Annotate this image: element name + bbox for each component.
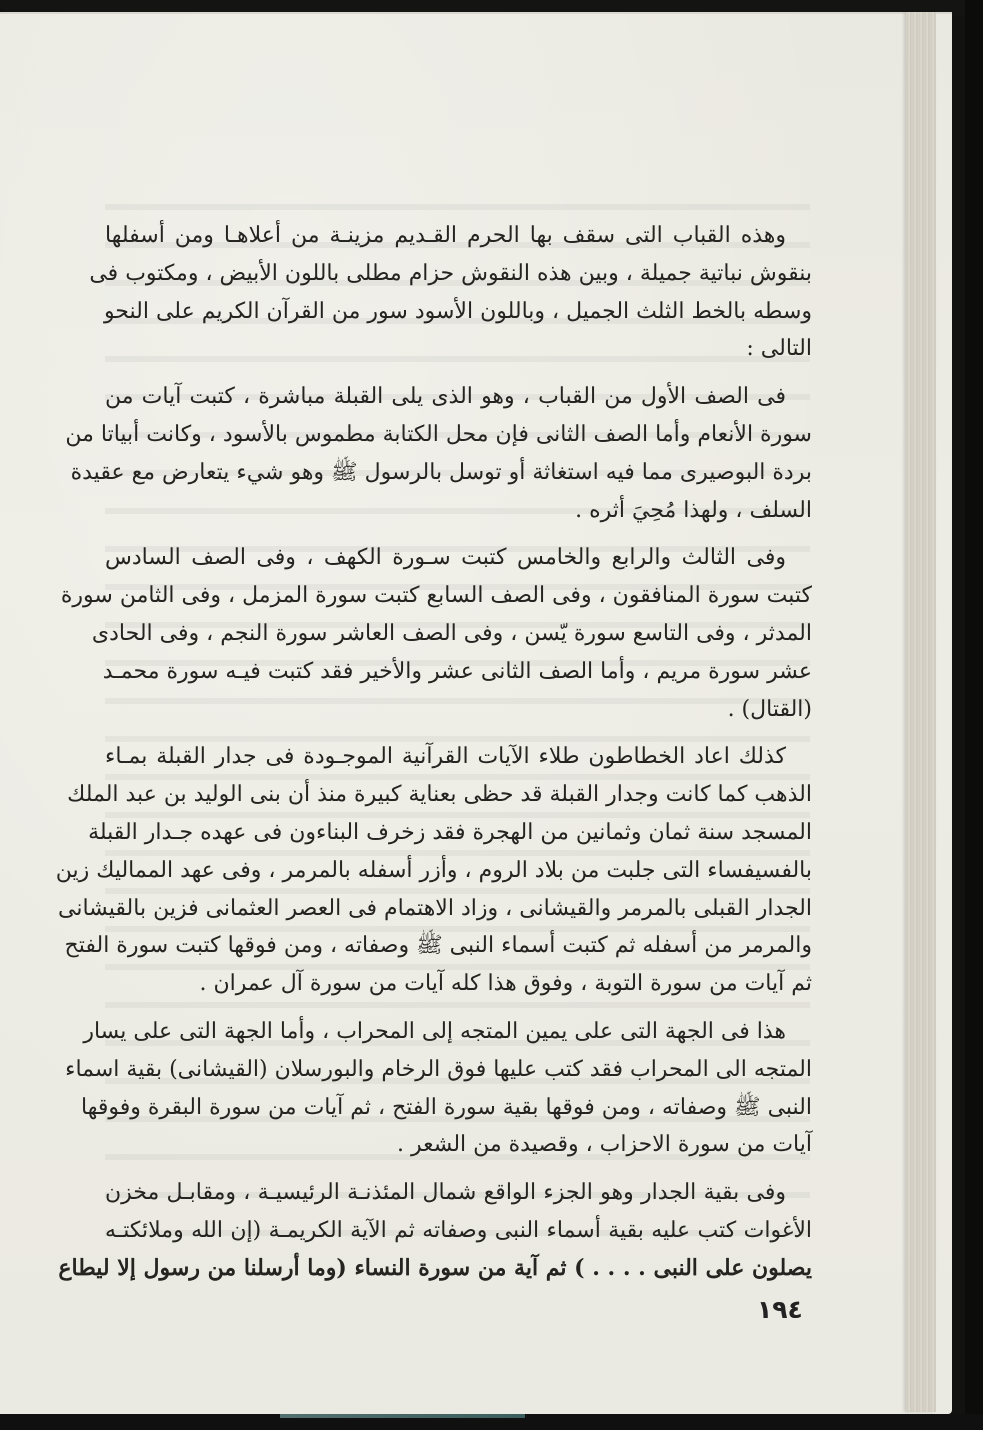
text-line: فى الصف الأول من القباب ، وهو الذى يلى القبلة مباشرة ، كتبت آيات من [105,384,786,410]
text-line: الذهب كما كانت وجدار القبلة قد حظى بعناية كبيرة منذ أن بنى الوليد بن عبد الملك [67,782,812,808]
text-line: التالى : [746,336,812,362]
text-line: (القتال) . [727,696,812,722]
text-line: وسطه بالخط الثلث الجميل ، وباللون الأسود سور من القرآن الكريم على النحو [103,298,812,324]
paragraph-first-row [65,378,812,529]
text-line: كتبت سورة المنافقون ، وفى الصف السابع كتبت سورة المزمل ، وفى الثامن سورة [60,583,812,609]
text-line: بنقوش نباتية جميلة ، وبين هذه النقوش حزام مطلى باللون الأبيض ، ومكتوب فى [89,260,812,286]
text-line: يصلون على النبى . . . . ) ثم آية من سورة النساء (وما أرسلنا من رسول إلا ليطاع [58,1254,812,1281]
text-line: السلف ، ولهذا مُحِيَ أثره . [575,497,812,523]
stacked-page-edges [906,12,936,1412]
text-line: بردة البوصيرى مما فيه استغاثة أو توسل بالرسول ﷺ وهو شيء يتعارض مع عقيدة [70,459,812,485]
bookmark-ribbon [280,1414,525,1418]
text-line: وفى بقية الجدار وهو الجزء الواقع شمال المئذنـة الرئيسيـة ، ومقابـل مخزن [105,1180,786,1206]
text-line: والمرمر من أسفله ثم كتبت أسماء النبى ﷺ وصفاته ، ومن فوقها كتبت سورة الفتح [64,933,812,959]
book-spine-shadow [965,0,983,1430]
body-text [55,217,812,1298]
text-line: هذا فى الجهة التى على يمين المتجه إلى المحراب ، وأما الجهة التى على يسار [83,1018,786,1044]
text-line: الجدار القبلى بالمرمر والقيشانى ، وزاد الاهتمام فى العصر العثمانى فزين بالقيشانى [58,895,812,921]
paragraph-remaining-wall [58,1174,812,1287]
text-line: ثم آيات من سورة التوبة ، وفوق هذا كله آيات من سورة آل عمران . [199,971,812,997]
text-line: المدثر ، وفى التاسع سورة يّسن ، وفى الصف العاشر سورة النجم ، وفى الحادى [91,620,812,646]
text-line: وهذه القباب التى سقف بها الحرم القـديم مزينـة من أعلاهـا ومن أسفلها [105,223,786,248]
paragraph-mihrab-sides [65,1013,812,1164]
paragraph-remaining-rows [60,539,812,728]
text-line: بالفسيفساء التى جلبت من بلاد الروم ، وأزر أسفله بالمرمر ، وفى عهد المماليك زين [55,857,812,883]
text-line: وفى الثالث والرابع والخامس كتبت سـورة الكهف ، وفى الصف السادس [105,545,786,571]
paragraph-domes-intro [89,217,812,368]
text-line: النبى ﷺ وصفاته ، ومن فوقها بقية سورة الفتح ، ثم آيات من سورة البقرة وفوقها [81,1094,812,1120]
text-line: المسجد سنة ثمان وثمانين من الهجرة فقد زخرف البناءون فى عهده جـدار القبلة [88,819,812,845]
text-line: كذلك اعاد الخطاطون طلاء الآيات القرآنية الموجـودة فى جدار القبلة بمـاء [105,744,786,770]
text-line: سورة الأنعام وأما الصف الثانى فإن محل الكتابة مطموس بالأسود ، وكانت أبياتا من [65,421,812,447]
text-line: الأغوات كتب عليه بقية أسماء النبى وصفاته ثم الآية الكريمـة (إن الله وملائكتـه [105,1217,812,1243]
text-line: آيات من سورة الاحزاب ، وقصيدة من الشعر . [396,1132,812,1158]
text-line: المتجه الى المحراب فقد كتب عليها فوق الرخام والبورسلان (القيشانى) بقية اسماء [65,1056,812,1082]
paragraph-qibla-wall [55,738,812,1003]
book-page [0,12,952,1414]
page-number: ١٩٤ [757,1295,803,1324]
text-line: عشر سورة مريم ، وأما الصف الثانى عشر والأخير فقد كتبت فيـه سورة محمـد [102,658,812,684]
